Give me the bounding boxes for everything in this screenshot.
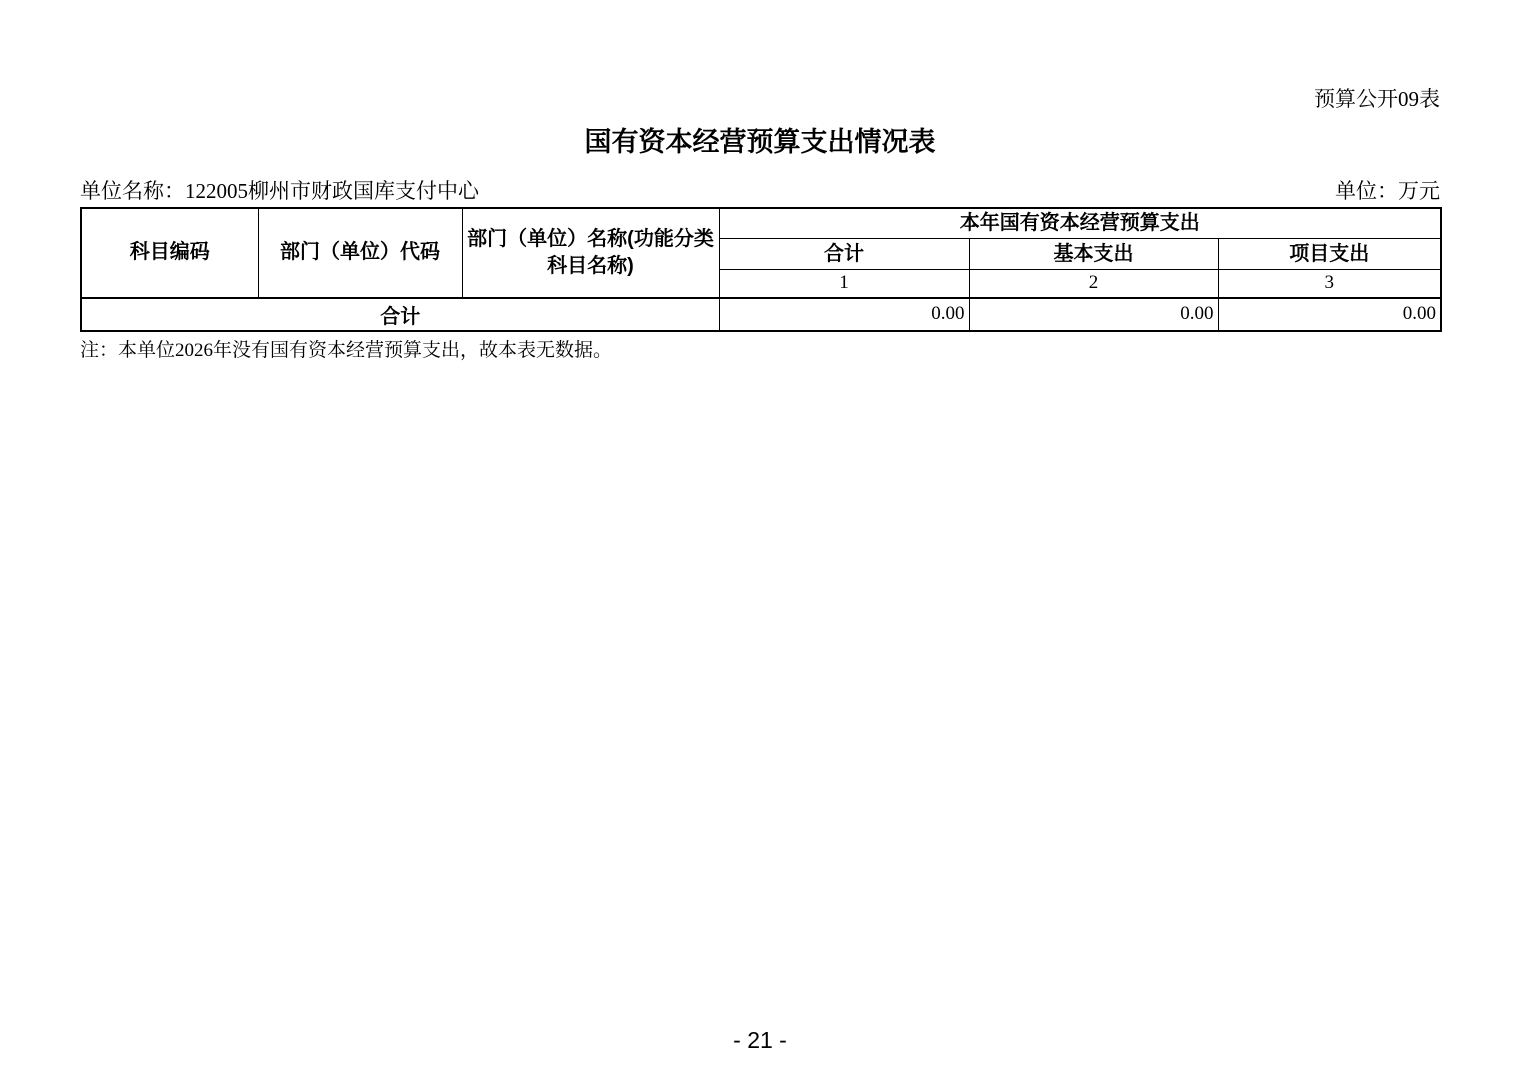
meta-row	[80, 178, 1440, 204]
column-number-3: 3	[1218, 270, 1441, 298]
header-row-group	[81, 208, 1441, 239]
unit-name: 单位名称：122005柳州市财政国库支付中心	[80, 179, 479, 203]
page-title: 国有资本经营预算支出情况表	[584, 127, 936, 157]
footnote: 注：本单位2026年没有国有资本经营预算支出，故本表无数据。	[80, 339, 613, 361]
cell-total-value: 0.00	[719, 298, 969, 331]
column-header-project: 项目支出	[1218, 239, 1441, 270]
column-header-basic: 基本支出	[969, 239, 1218, 270]
unit-measure: 单位：万元	[1335, 179, 1440, 203]
budget-expenditure-table	[80, 207, 1442, 332]
column-header-expenditure-group: 本年国有资本经营预算支出	[719, 208, 1441, 239]
column-header-dept-code: 部门（单位）代码	[258, 208, 462, 298]
cell-basic-value: 0.00	[969, 298, 1218, 331]
page-number: - 21 -	[733, 1027, 787, 1053]
table-row-total	[81, 298, 1441, 331]
column-header-total: 合计	[719, 239, 969, 270]
column-header-subject-code: 科目编码	[81, 208, 258, 298]
column-number-1: 1	[719, 270, 969, 298]
cell-project-value: 0.00	[1218, 298, 1441, 331]
column-header-dept-name: 部门（单位）名称(功能分类科目名称)	[462, 208, 719, 298]
document-page	[0, 0, 1520, 363]
column-number-2: 2	[969, 270, 1218, 298]
form-number: 预算公开09表	[1314, 87, 1440, 111]
row-label-total: 合计	[81, 298, 719, 331]
